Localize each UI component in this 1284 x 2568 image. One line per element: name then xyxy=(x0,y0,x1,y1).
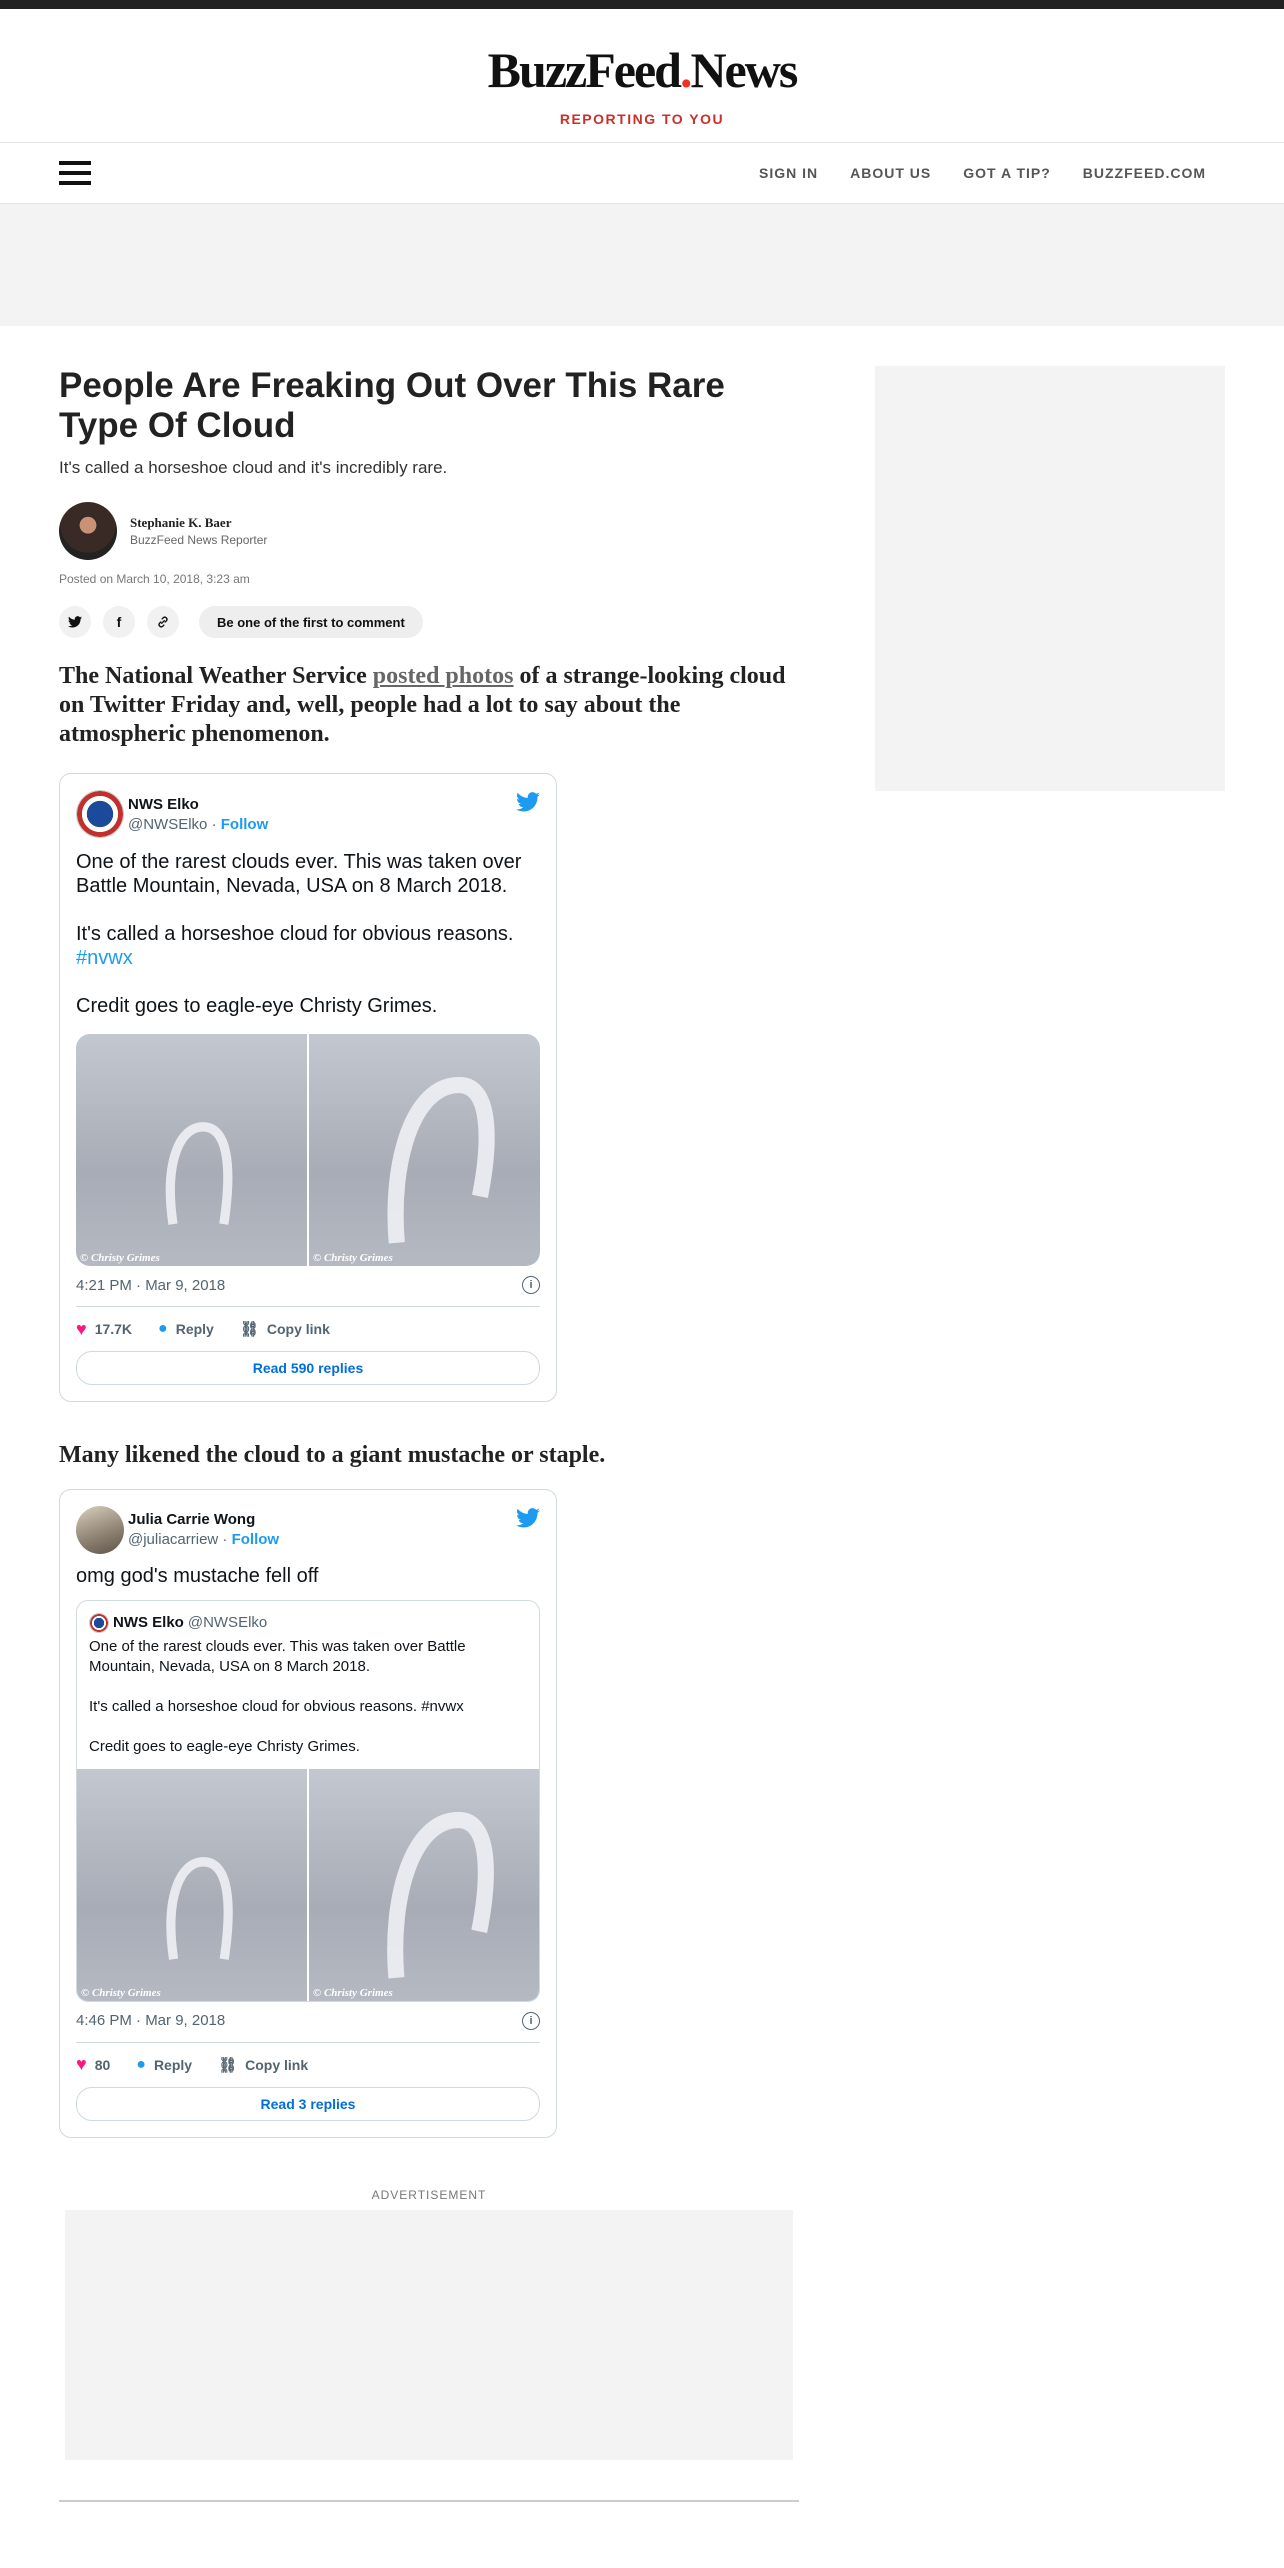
tweet-author-handle[interactable]: @juliacarriew xyxy=(128,1531,219,1549)
nav-about-us[interactable]: ABOUT US xyxy=(850,165,932,181)
tweet-actions xyxy=(76,1317,540,1341)
tweet-author-name[interactable]: NWS Elko xyxy=(128,795,199,813)
article-title: People Are Freaking Out Over This Rare Type Of Cloud xyxy=(59,366,725,445)
reply-button[interactable] xyxy=(158,1320,214,1338)
posted-photos-link[interactable]: posted photos xyxy=(372,663,514,689)
reply-label: Reply xyxy=(153,2056,193,2073)
article xyxy=(59,366,799,2502)
tweet-media[interactable] xyxy=(76,1034,540,1266)
link-icon[interactable] xyxy=(147,606,179,638)
embedded-tweet-julia-carrie-wong[interactable]: Julia Carrie Wong @juliacarriew · Follow omg god's mustache fell off NWS Elko @NWSElko One of the rarest clouds ever. This was taken over Battle Mountain, Nevada, USA on 8 March 2018. It's called a horseshoe cloud for obvious reasons. #nvwx Credit goes to eagle-eye Christy Grimes. © Christy Grimes © Christy Grimes 4:46 PM · Mar 9, 2018 i ♥ 80 ● Reply ⛓ Copy link Read 3 replies xyxy=(59,1489,557,2138)
author-title: BuzzFeed News Reporter xyxy=(130,533,268,547)
facebook-icon[interactable]: f xyxy=(103,606,135,638)
tweet-text xyxy=(76,850,540,1018)
lede-text-start: The National Weather Service xyxy=(59,663,373,689)
twitter-icon[interactable] xyxy=(59,606,91,638)
comment-button[interactable]: Be one of the first to comment xyxy=(199,606,423,638)
author-name[interactable]: Stephanie K. Baer xyxy=(130,515,232,530)
advertisement-slot xyxy=(65,2210,793,2460)
copy-link-label: Copy link xyxy=(266,1321,330,1337)
quoted-tweet-text: One of the rarest clouds ever. This was taken over Battle Mountain, Nevada, USA on 8 March 2018. It's called a horseshoe cloud for obvious reasons. #nvwx Credit goes to eagle-eye Christy Grimes. xyxy=(89,1637,466,1755)
link-icon: ⛓ xyxy=(239,1321,259,1338)
read-replies-button[interactable]: Read 3 replies xyxy=(76,2087,540,2121)
reply-bubble-icon: ● xyxy=(158,1320,168,1337)
reply-label: Reply xyxy=(175,1321,214,1337)
logo-text-buzzfeed: BuzzFeed xyxy=(487,42,680,98)
quoted-tweet[interactable] xyxy=(76,1600,540,2002)
sidebar-ad xyxy=(875,366,1225,791)
cloud-photo-1[interactable] xyxy=(76,1034,307,1266)
nav-bar xyxy=(0,142,1284,204)
article-subhead: Many likened the cloud to a giant mustache or staple. xyxy=(59,1442,606,1468)
image-credit: © Christy Grimes xyxy=(81,1986,161,1999)
cloud-photo-2[interactable] xyxy=(309,1034,540,1266)
quoted-author-handle: @NWSElko xyxy=(187,1614,268,1632)
article-dek: It's called a horseshoe cloud and it's incredibly rare. xyxy=(59,458,448,477)
posted-timestamp: Posted on March 10, 2018, 3:23 am xyxy=(59,572,250,586)
info-icon[interactable]: i xyxy=(522,2012,540,2030)
hamburger-menu-icon[interactable] xyxy=(59,161,91,185)
cloud-photo-2[interactable] xyxy=(309,1769,539,2001)
tweet-text: omg god's mustache fell off xyxy=(76,1564,319,1587)
logo-dot: . xyxy=(679,42,691,98)
nws-elko-avatar xyxy=(89,1613,109,1633)
julia-carrie-wong-avatar[interactable] xyxy=(76,1506,124,1554)
nws-elko-avatar[interactable] xyxy=(76,790,124,838)
article-lede xyxy=(59,662,799,749)
tweet-text-part1: One of the rarest clouds ever. This was taken over Battle Mountain, Nevada, USA on 8 March 2018. It's called a horseshoe cloud for obvious reasons. xyxy=(76,851,522,945)
heart-icon: ♥ xyxy=(76,1318,87,1339)
tweet-time[interactable]: 4:21 PM · Mar 9, 2018 xyxy=(76,1276,226,1294)
quoted-author-name: NWS Elko xyxy=(113,1614,184,1632)
copy-link-button[interactable] xyxy=(240,1320,330,1338)
like-button[interactable] xyxy=(76,2054,110,2075)
image-credit: © Christy Grimes xyxy=(313,1252,393,1264)
reply-bubble-icon: ● xyxy=(136,2055,146,2073)
tagline: REPORTING TO YOU xyxy=(559,111,725,127)
tweet-time[interactable]: 4:46 PM · Mar 9, 2018 xyxy=(76,2012,226,2030)
follow-button[interactable]: Follow xyxy=(220,815,269,833)
twitter-bird-icon[interactable] xyxy=(516,1506,540,1530)
follow-button[interactable]: Follow xyxy=(231,1531,280,1549)
tweet-actions xyxy=(76,2053,540,2077)
tweet-author-name[interactable]: Julia Carrie Wong xyxy=(128,1511,256,1529)
hashtag-link[interactable]: #nvwx xyxy=(76,947,133,969)
like-count: 80 xyxy=(94,2056,111,2073)
like-button[interactable] xyxy=(76,1319,132,1340)
link-icon: ⛓ xyxy=(218,2056,238,2074)
top-bar xyxy=(0,0,1284,9)
copy-link-button[interactable] xyxy=(218,2056,308,2074)
nav-got-a-tip[interactable]: GOT A TIP? xyxy=(963,165,1051,181)
author-avatar[interactable] xyxy=(59,502,117,560)
copy-link-label: Copy link xyxy=(245,2056,309,2073)
divider xyxy=(59,2500,799,2502)
nav-links xyxy=(759,143,1206,203)
lede-text-end: of a strange-looking cloud on Twitter Friday and, well, people had a lot to say about the atmospheric phenomenon. xyxy=(59,663,786,747)
quoted-tweet-media[interactable] xyxy=(77,1769,539,2001)
logo-text-news: News xyxy=(690,42,797,98)
image-credit: © Christy Grimes xyxy=(80,1252,160,1264)
nav-sign-in[interactable]: SIGN IN xyxy=(759,165,819,181)
tweet-timestamp xyxy=(76,2012,540,2043)
share-row xyxy=(59,606,799,638)
tweet-author-handle[interactable]: @NWSElko xyxy=(128,815,208,833)
cloud-photo-1[interactable] xyxy=(77,1769,307,2001)
tweet-text-part2: Credit goes to eagle-eye Christy Grimes. xyxy=(76,995,438,1017)
reply-button[interactable] xyxy=(136,2056,192,2074)
nav-buzzfeed-com[interactable]: BUZZFEED.COM xyxy=(1082,165,1206,181)
info-icon[interactable]: i xyxy=(522,1276,540,1294)
embedded-tweet-nws-elko[interactable]: NWS Elko @NWSElko · Follow One of the rarest clouds ever. This was taken over Battle Mountain, Nevada, USA on 8 March 2018. It's called a horseshoe cloud for obvious reasons. #nvwx Credit goes to eagle-eye Christy Grimes. © Christy Grimes © Christy Grimes 4:21 PM · Mar 9, 2018 i ♥ 17.7K ● Reply ⛓ Copy link Read 590 replies xyxy=(59,773,557,1402)
byline xyxy=(59,502,799,560)
buzzfeed-news-logo[interactable] xyxy=(0,42,1284,98)
twitter-bird-icon[interactable] xyxy=(516,790,540,814)
read-replies-button[interactable]: Read 590 replies xyxy=(76,1351,540,1385)
tweet-timestamp xyxy=(76,1276,540,1307)
image-credit: © Christy Grimes xyxy=(313,1986,393,1999)
masthead xyxy=(0,9,1284,142)
heart-icon: ♥ xyxy=(76,2054,87,2075)
advertisement-label: ADVERTISEMENT xyxy=(371,2187,487,2202)
top-ad-banner xyxy=(0,204,1284,326)
like-count: 17.7K xyxy=(94,1321,133,1337)
